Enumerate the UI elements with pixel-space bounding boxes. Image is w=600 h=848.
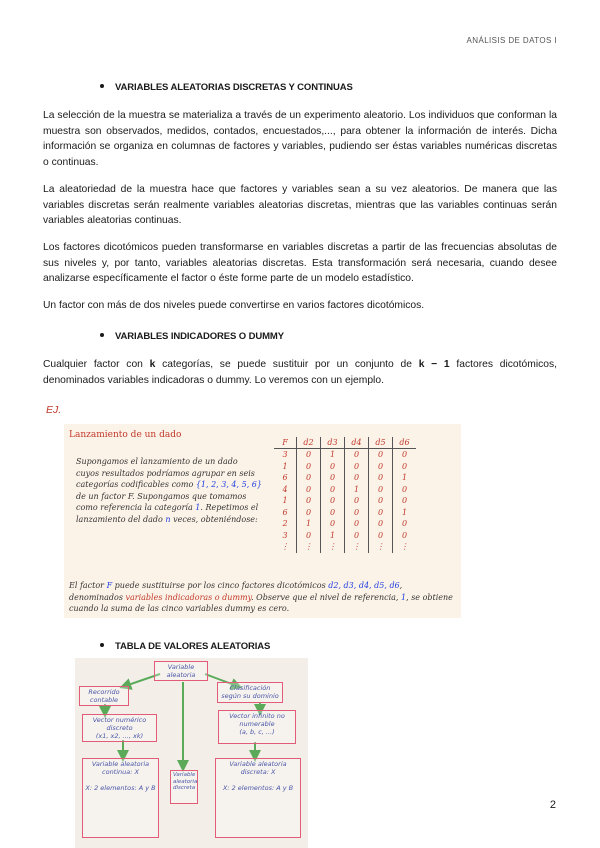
dummy-table-cell: 3 <box>274 530 297 542</box>
dummy-table-row <box>274 507 416 519</box>
dummy-table-cell: 3 <box>274 449 297 461</box>
example-conclusion: El factor F puede sustituirse por los cinco factores dicotómicos d2, d3, d4, d5, d6, denominados variables indicadoras o dummy. Observe que el nivel de referencia, 1, se obtiene cuando la suma de las cinco variables dummy es cero. <box>69 581 453 613</box>
dummy-table-cell: 1 <box>321 449 345 461</box>
dummy-table-cell: 1 <box>274 461 297 473</box>
dummy-table-row <box>274 449 416 461</box>
dummy-table-cell: 4 <box>274 484 297 496</box>
dummy-table-row <box>274 518 416 530</box>
dummy-table <box>274 437 416 553</box>
dummy-table-cell: ⋮ <box>297 541 321 553</box>
dummy-table-cell: 0 <box>321 507 345 519</box>
dummy-table-cell: 0 <box>345 518 369 530</box>
dummy-table-header: d6 <box>393 437 417 449</box>
dummy-table-cell: ⋮ <box>321 541 345 553</box>
dummy-table-row <box>274 530 416 542</box>
dummy-table-cell: 0 <box>297 495 321 507</box>
example-title: Lanzamiento de un dado <box>69 430 182 440</box>
bullet-icon <box>100 643 104 647</box>
section-heading-discrete-continuous <box>100 82 353 93</box>
dummy-table-cell: 0 <box>401 450 408 460</box>
dummy-table-cell: 0 <box>297 530 321 542</box>
dummy-table-cell: 0 <box>321 484 345 496</box>
section-title: VARIABLES ALEATORIAS DISCRETAS Y CONTINUAS <box>115 82 353 93</box>
paragraph: Los factores dicotómicos pueden transformarse en variables discretas a partir de las frecuencias absolutas de sus niveles y, por tanto, variables aleatorias discretas. Esta transformación será necesaria, cuando desee analizarse específicamente el factor o éste forme parte de un modelo estadístico. <box>43 242 557 285</box>
dummy-table-cell: 1 <box>401 507 408 517</box>
bullet-icon <box>100 333 104 337</box>
dummy-table-header: d3 <box>321 437 345 449</box>
dummy-table-cell: 0 <box>345 472 369 484</box>
dummy-table-cell: 0 <box>345 449 369 461</box>
dummy-table-cell: 0 <box>369 518 393 530</box>
dummy-table-cell: 2 <box>274 518 297 530</box>
dummy-table-cell: 0 <box>401 496 408 506</box>
dummy-table-cell: 1 <box>297 518 321 530</box>
section-heading-dummy <box>100 331 284 342</box>
dummy-table-cell: 0 <box>321 472 345 484</box>
dummy-table-row <box>274 461 416 473</box>
dummy-table-cell: 0 <box>297 472 321 484</box>
dummy-table-header: F <box>274 437 297 449</box>
dummy-table-cell: 0 <box>369 449 393 461</box>
dummy-table-cell: 0 <box>321 518 345 530</box>
diagram-mid-node: Variable aleatoria discreta <box>170 770 198 804</box>
dummy-table-cell: 0 <box>297 484 321 496</box>
dummy-table-cell: 0 <box>401 519 408 529</box>
dummy-table-cell: 0 <box>369 495 393 507</box>
dummy-table-cell: 0 <box>321 495 345 507</box>
diagram-left-vector: Vector numérico discreto (x1, x2, ..., xk) <box>82 714 157 742</box>
dummy-table-cell: 1 <box>274 495 297 507</box>
dummy-table-cell: 1 <box>321 530 345 542</box>
page-number: 2 <box>549 799 556 811</box>
dummy-table-cell: 0 <box>345 530 369 542</box>
dummy-table-cell: 0 <box>401 461 408 471</box>
dummy-table-cell: 0 <box>345 495 369 507</box>
dummy-table-cell: 0 <box>297 461 321 473</box>
diagram-right-result: Variable aleatoria discreta: X X: 2 elementos: A y B <box>215 758 301 838</box>
diagram-root-node: Variable aleatoria <box>154 661 208 681</box>
dummy-table-row <box>274 541 416 553</box>
dummy-table-cell: ⋮ <box>400 542 409 552</box>
dummy-table-cell: 1 <box>401 473 408 483</box>
paragraph: Un factor con más de dos niveles puede convertirse en varios factores dicotómicos. <box>43 300 425 311</box>
dummy-table-header: d5 <box>369 437 393 449</box>
example-box <box>64 424 461 618</box>
section-title: TABLA DE VALORES ALEATORIAS <box>115 641 271 652</box>
page-header: ANÁLISIS DE DATOS I <box>466 36 557 45</box>
example-label: EJ. <box>46 404 62 416</box>
section-title: VARIABLES INDICADORES O DUMMY <box>115 331 284 342</box>
dummy-table-row <box>274 495 416 507</box>
random-values-diagram <box>75 658 308 848</box>
bullet-icon <box>100 84 104 88</box>
dummy-table-row <box>274 472 416 484</box>
dummy-table-cell: 0 <box>297 449 321 461</box>
dummy-table-cell: 0 <box>401 530 408 540</box>
diagram-left-node: Recorrido contable <box>79 686 129 706</box>
dummy-table-header: d2 <box>297 437 321 449</box>
dummy-table-header: d4 <box>345 437 369 449</box>
diagram-left-result: Variable aleatoria continua: X X: 2 elementos: A y B <box>82 758 159 838</box>
dummy-table-cell: 1 <box>345 484 369 496</box>
dummy-table-cell: 0 <box>369 472 393 484</box>
dummy-table-cell: 6 <box>274 507 297 519</box>
diagram-right-vector: Vector infinito no numerable (a, b, c, ...) <box>218 710 296 744</box>
paragraph: La selección de la muestra se materializa a través de un experimento aleatorio. Los individuos que conforman la muestra son observados, medidos, contados, encuestados,..., para obtener la información de interés. Dicha información se organiza en columnas de factores y variables, pudiendo ser éstas variables numéricas discretas o continuas. <box>43 110 557 168</box>
dummy-table-cell: 0 <box>369 484 393 496</box>
dummy-table-cell: 0 <box>345 507 369 519</box>
dummy-table-cell: 0 <box>345 461 369 473</box>
dummy-table-cell: 6 <box>274 472 297 484</box>
dummy-table-cell: ⋮ <box>274 541 297 553</box>
diagram-right-node: Clasificación según su dominio <box>217 682 283 703</box>
dummy-table-cell: 0 <box>369 507 393 519</box>
dummy-table-row <box>274 484 416 496</box>
example-text: Supongamos el lanzamiento de un dado cuyos resultados podríamos agrupar en seis categorías codificables como {1, 2, 3, 4, 5, 6} de un factor F. Supongamos que tomamos como referencia la categoría 1. Repetimos el lanzamiento del dado n veces, obteniéndose: <box>76 457 262 524</box>
section-heading-table <box>100 641 270 652</box>
dummy-table-cell: 0 <box>401 484 408 494</box>
dummy-table-cell: 0 <box>321 461 345 473</box>
dummy-table-cell: 0 <box>369 461 393 473</box>
dummy-table-cell: ⋮ <box>345 541 369 553</box>
dummy-table-cell: ⋮ <box>369 541 393 553</box>
dummy-table-cell: 0 <box>369 530 393 542</box>
paragraph-dummy-intro: Cualquier factor con k categorías, se puede sustituir por un conjunto de k − 1 factores dicotómicos, denominados variables indicadoras o dummy. Lo veremos con un ejemplo. <box>43 359 557 386</box>
dummy-table-cell: 0 <box>297 507 321 519</box>
paragraph: La aleatoriedad de la muestra hace que factores y variables sean a su vez aleatorios. De manera que las variables discretas serán realmente variables aleatorias discretas, mientras que las variables continuas serán variables aleatorias continuas. <box>43 184 557 227</box>
